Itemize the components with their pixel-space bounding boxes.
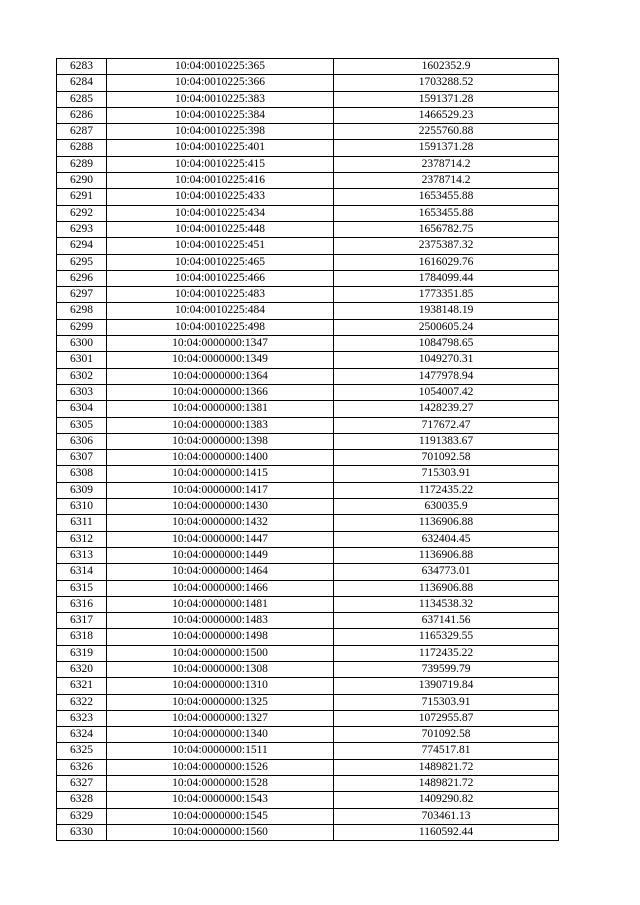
cadastral-number-cell: 10:04:0000000:1466 xyxy=(107,580,334,596)
table-row xyxy=(57,401,559,417)
cadastral-number-cell: 10:04:0000000:1364 xyxy=(107,368,334,384)
cadastral-number-cell: 10:04:0000000:1430 xyxy=(107,499,334,515)
row-number-cell: 6288 xyxy=(57,140,107,156)
value-cell: 1390719.84 xyxy=(334,678,559,694)
value-cell: 1489821.72 xyxy=(334,776,559,792)
cadastral-number-cell: 10:04:0000000:1366 xyxy=(107,384,334,400)
row-number-cell: 6315 xyxy=(57,580,107,596)
cadastral-number-cell: 10:04:0010225:398 xyxy=(107,124,334,140)
row-number-cell: 6308 xyxy=(57,466,107,482)
value-cell: 717672.47 xyxy=(334,417,559,433)
row-number-cell: 6286 xyxy=(57,107,107,123)
table-row xyxy=(57,466,559,482)
cadastral-number-cell: 10:04:0000000:1449 xyxy=(107,547,334,563)
value-cell: 1653455.88 xyxy=(334,205,559,221)
table-row xyxy=(57,107,559,123)
row-number-cell: 6289 xyxy=(57,156,107,172)
row-number-cell: 6325 xyxy=(57,743,107,759)
cadastral-number-cell: 10:04:0000000:1526 xyxy=(107,759,334,775)
table-row xyxy=(57,433,559,449)
cadastral-number-cell: 10:04:0000000:1398 xyxy=(107,433,334,449)
row-number-cell: 6329 xyxy=(57,808,107,824)
row-number-cell: 6322 xyxy=(57,694,107,710)
row-number-cell: 6300 xyxy=(57,336,107,352)
table-row xyxy=(57,91,559,107)
cadastral-number-cell: 10:04:0000000:1417 xyxy=(107,482,334,498)
cadastral-number-cell: 10:04:0010225:484 xyxy=(107,303,334,319)
value-cell: 703461.13 xyxy=(334,808,559,824)
row-number-cell: 6321 xyxy=(57,678,107,694)
table-row xyxy=(57,547,559,563)
value-cell: 1477978.94 xyxy=(334,368,559,384)
row-number-cell: 6285 xyxy=(57,91,107,107)
cadastral-number-cell: 10:04:0000000:1415 xyxy=(107,466,334,482)
value-cell: 1489821.72 xyxy=(334,759,559,775)
row-number-cell: 6292 xyxy=(57,205,107,221)
value-cell: 1136906.88 xyxy=(334,547,559,563)
cadastral-number-cell: 10:04:0010225:401 xyxy=(107,140,334,156)
table-row xyxy=(57,515,559,531)
row-number-cell: 6309 xyxy=(57,482,107,498)
cadastral-number-cell: 10:04:0010225:433 xyxy=(107,189,334,205)
cadastral-number-cell: 10:04:0000000:1381 xyxy=(107,401,334,417)
row-number-cell: 6305 xyxy=(57,417,107,433)
table-row xyxy=(57,808,559,824)
table-row xyxy=(57,743,559,759)
table-row xyxy=(57,710,559,726)
table-row xyxy=(57,140,559,156)
table-row xyxy=(57,75,559,91)
cadastral-number-cell: 10:04:0000000:1383 xyxy=(107,417,334,433)
table-row xyxy=(57,124,559,140)
row-number-cell: 6304 xyxy=(57,401,107,417)
cadastral-number-cell: 10:04:0000000:1511 xyxy=(107,743,334,759)
value-cell: 1160592.44 xyxy=(334,824,559,840)
table-row xyxy=(57,221,559,237)
cadastral-number-cell: 10:04:0000000:1528 xyxy=(107,776,334,792)
table-row xyxy=(57,238,559,254)
row-number-cell: 6296 xyxy=(57,270,107,286)
cadastral-number-cell: 10:04:0010225:465 xyxy=(107,254,334,270)
row-number-cell: 6311 xyxy=(57,515,107,531)
table-row xyxy=(57,678,559,694)
cadastral-number-cell: 10:04:0010225:434 xyxy=(107,205,334,221)
table-row xyxy=(57,776,559,792)
cadastral-number-cell: 10:04:0000000:1347 xyxy=(107,336,334,352)
table-row xyxy=(57,287,559,303)
value-cell: 630035.9 xyxy=(334,499,559,515)
table-row xyxy=(57,580,559,596)
row-number-cell: 6283 xyxy=(57,59,107,75)
value-cell: 637141.56 xyxy=(334,613,559,629)
table-row xyxy=(57,759,559,775)
row-number-cell: 6303 xyxy=(57,384,107,400)
table-row xyxy=(57,189,559,205)
row-number-cell: 6293 xyxy=(57,221,107,237)
value-cell: 774517.81 xyxy=(334,743,559,759)
cadastral-number-cell: 10:04:0000000:1560 xyxy=(107,824,334,840)
cadastral-number-cell: 10:04:0010225:366 xyxy=(107,75,334,91)
row-number-cell: 6298 xyxy=(57,303,107,319)
row-number-cell: 6297 xyxy=(57,287,107,303)
row-number-cell: 6317 xyxy=(57,613,107,629)
table-row xyxy=(57,303,559,319)
value-cell: 1136906.88 xyxy=(334,515,559,531)
cadastral-value-table xyxy=(56,58,559,841)
value-cell: 1084798.65 xyxy=(334,336,559,352)
table-row xyxy=(57,596,559,612)
value-cell: 1938148.19 xyxy=(334,303,559,319)
table-row xyxy=(57,661,559,677)
value-cell: 632404.45 xyxy=(334,531,559,547)
row-number-cell: 6328 xyxy=(57,792,107,808)
row-number-cell: 6313 xyxy=(57,547,107,563)
cadastral-number-cell: 10:04:0000000:1464 xyxy=(107,564,334,580)
table-row xyxy=(57,482,559,498)
row-number-cell: 6330 xyxy=(57,824,107,840)
value-cell: 1703288.52 xyxy=(334,75,559,91)
table-row xyxy=(57,824,559,840)
row-number-cell: 6312 xyxy=(57,531,107,547)
cadastral-number-cell: 10:04:0010225:365 xyxy=(107,59,334,75)
value-cell: 1784099.44 xyxy=(334,270,559,286)
cadastral-number-cell: 10:04:0000000:1325 xyxy=(107,694,334,710)
row-number-cell: 6291 xyxy=(57,189,107,205)
value-cell: 1172435.22 xyxy=(334,482,559,498)
value-cell: 1409290.82 xyxy=(334,792,559,808)
table-row xyxy=(57,156,559,172)
table-row xyxy=(57,499,559,515)
row-number-cell: 6316 xyxy=(57,596,107,612)
table-row xyxy=(57,792,559,808)
row-number-cell: 6320 xyxy=(57,661,107,677)
cadastral-number-cell: 10:04:0000000:1400 xyxy=(107,450,334,466)
value-cell: 1191383.67 xyxy=(334,433,559,449)
table-row xyxy=(57,173,559,189)
value-cell: 1602352.9 xyxy=(334,59,559,75)
value-cell: 701092.58 xyxy=(334,450,559,466)
value-cell: 2375387.32 xyxy=(334,238,559,254)
value-cell: 1072955.87 xyxy=(334,710,559,726)
row-number-cell: 6302 xyxy=(57,368,107,384)
cadastral-number-cell: 10:04:0000000:1498 xyxy=(107,629,334,645)
value-cell: 1591371.28 xyxy=(334,140,559,156)
table-row xyxy=(57,613,559,629)
row-number-cell: 6295 xyxy=(57,254,107,270)
value-cell: 715303.91 xyxy=(334,694,559,710)
table-row xyxy=(57,694,559,710)
row-number-cell: 6327 xyxy=(57,776,107,792)
row-number-cell: 6319 xyxy=(57,645,107,661)
cadastral-number-cell: 10:04:0000000:1543 xyxy=(107,792,334,808)
value-cell: 2378714.2 xyxy=(334,156,559,172)
cadastral-number-cell: 10:04:0000000:1310 xyxy=(107,678,334,694)
table-row xyxy=(57,450,559,466)
table-row xyxy=(57,59,559,75)
table-row xyxy=(57,645,559,661)
row-number-cell: 6323 xyxy=(57,710,107,726)
row-number-cell: 6299 xyxy=(57,319,107,335)
table-row xyxy=(57,368,559,384)
cadastral-number-cell: 10:04:0010225:483 xyxy=(107,287,334,303)
value-cell: 1054007.42 xyxy=(334,384,559,400)
cadastral-number-cell: 10:04:0000000:1447 xyxy=(107,531,334,547)
cadastral-number-cell: 10:04:0000000:1327 xyxy=(107,710,334,726)
value-cell: 1591371.28 xyxy=(334,91,559,107)
table-row xyxy=(57,531,559,547)
table-row xyxy=(57,564,559,580)
cadastral-number-cell: 10:04:0000000:1500 xyxy=(107,645,334,661)
cadastral-number-cell: 10:04:0000000:1308 xyxy=(107,661,334,677)
value-cell: 701092.58 xyxy=(334,727,559,743)
value-cell: 739599.79 xyxy=(334,661,559,677)
row-number-cell: 6287 xyxy=(57,124,107,140)
value-cell: 1049270.31 xyxy=(334,352,559,368)
cadastral-number-cell: 10:04:0000000:1545 xyxy=(107,808,334,824)
table-row xyxy=(57,205,559,221)
row-number-cell: 6314 xyxy=(57,564,107,580)
table-row xyxy=(57,629,559,645)
cadastral-number-cell: 10:04:0000000:1349 xyxy=(107,352,334,368)
cadastral-number-cell: 10:04:0010225:384 xyxy=(107,107,334,123)
value-cell: 1165329.55 xyxy=(334,629,559,645)
value-cell: 715303.91 xyxy=(334,466,559,482)
value-cell: 1134538.32 xyxy=(334,596,559,612)
row-number-cell: 6306 xyxy=(57,433,107,449)
cadastral-number-cell: 10:04:0010225:451 xyxy=(107,238,334,254)
row-number-cell: 6301 xyxy=(57,352,107,368)
value-cell: 1466529.23 xyxy=(334,107,559,123)
value-cell: 2378714.2 xyxy=(334,173,559,189)
value-cell: 2255760.88 xyxy=(334,124,559,140)
row-number-cell: 6284 xyxy=(57,75,107,91)
row-number-cell: 6326 xyxy=(57,759,107,775)
value-cell: 634773.01 xyxy=(334,564,559,580)
cadastral-number-cell: 10:04:0010225:415 xyxy=(107,156,334,172)
cadastral-number-cell: 10:04:0010225:498 xyxy=(107,319,334,335)
table-row xyxy=(57,727,559,743)
value-cell: 1616029.76 xyxy=(334,254,559,270)
table-row xyxy=(57,319,559,335)
row-number-cell: 6310 xyxy=(57,499,107,515)
row-number-cell: 6294 xyxy=(57,238,107,254)
row-number-cell: 6324 xyxy=(57,727,107,743)
table-row xyxy=(57,352,559,368)
value-cell: 1428239.27 xyxy=(334,401,559,417)
value-cell: 1172435.22 xyxy=(334,645,559,661)
value-cell: 1653455.88 xyxy=(334,189,559,205)
cadastral-number-cell: 10:04:0010225:448 xyxy=(107,221,334,237)
cadastral-number-cell: 10:04:0010225:416 xyxy=(107,173,334,189)
table-body xyxy=(57,59,559,841)
row-number-cell: 6318 xyxy=(57,629,107,645)
table-row xyxy=(57,384,559,400)
row-number-cell: 6290 xyxy=(57,173,107,189)
cadastral-number-cell: 10:04:0000000:1340 xyxy=(107,727,334,743)
cadastral-number-cell: 10:04:0000000:1481 xyxy=(107,596,334,612)
row-number-cell: 6307 xyxy=(57,450,107,466)
cadastral-number-cell: 10:04:0000000:1432 xyxy=(107,515,334,531)
table-row xyxy=(57,417,559,433)
value-cell: 1136906.88 xyxy=(334,580,559,596)
cadastral-number-cell: 10:04:0010225:466 xyxy=(107,270,334,286)
cadastral-number-cell: 10:04:0010225:383 xyxy=(107,91,334,107)
value-cell: 1773351.85 xyxy=(334,287,559,303)
value-cell: 2500605.24 xyxy=(334,319,559,335)
value-cell: 1656782.75 xyxy=(334,221,559,237)
cadastral-number-cell: 10:04:0000000:1483 xyxy=(107,613,334,629)
table-row xyxy=(57,254,559,270)
table-row xyxy=(57,270,559,286)
table-row xyxy=(57,336,559,352)
